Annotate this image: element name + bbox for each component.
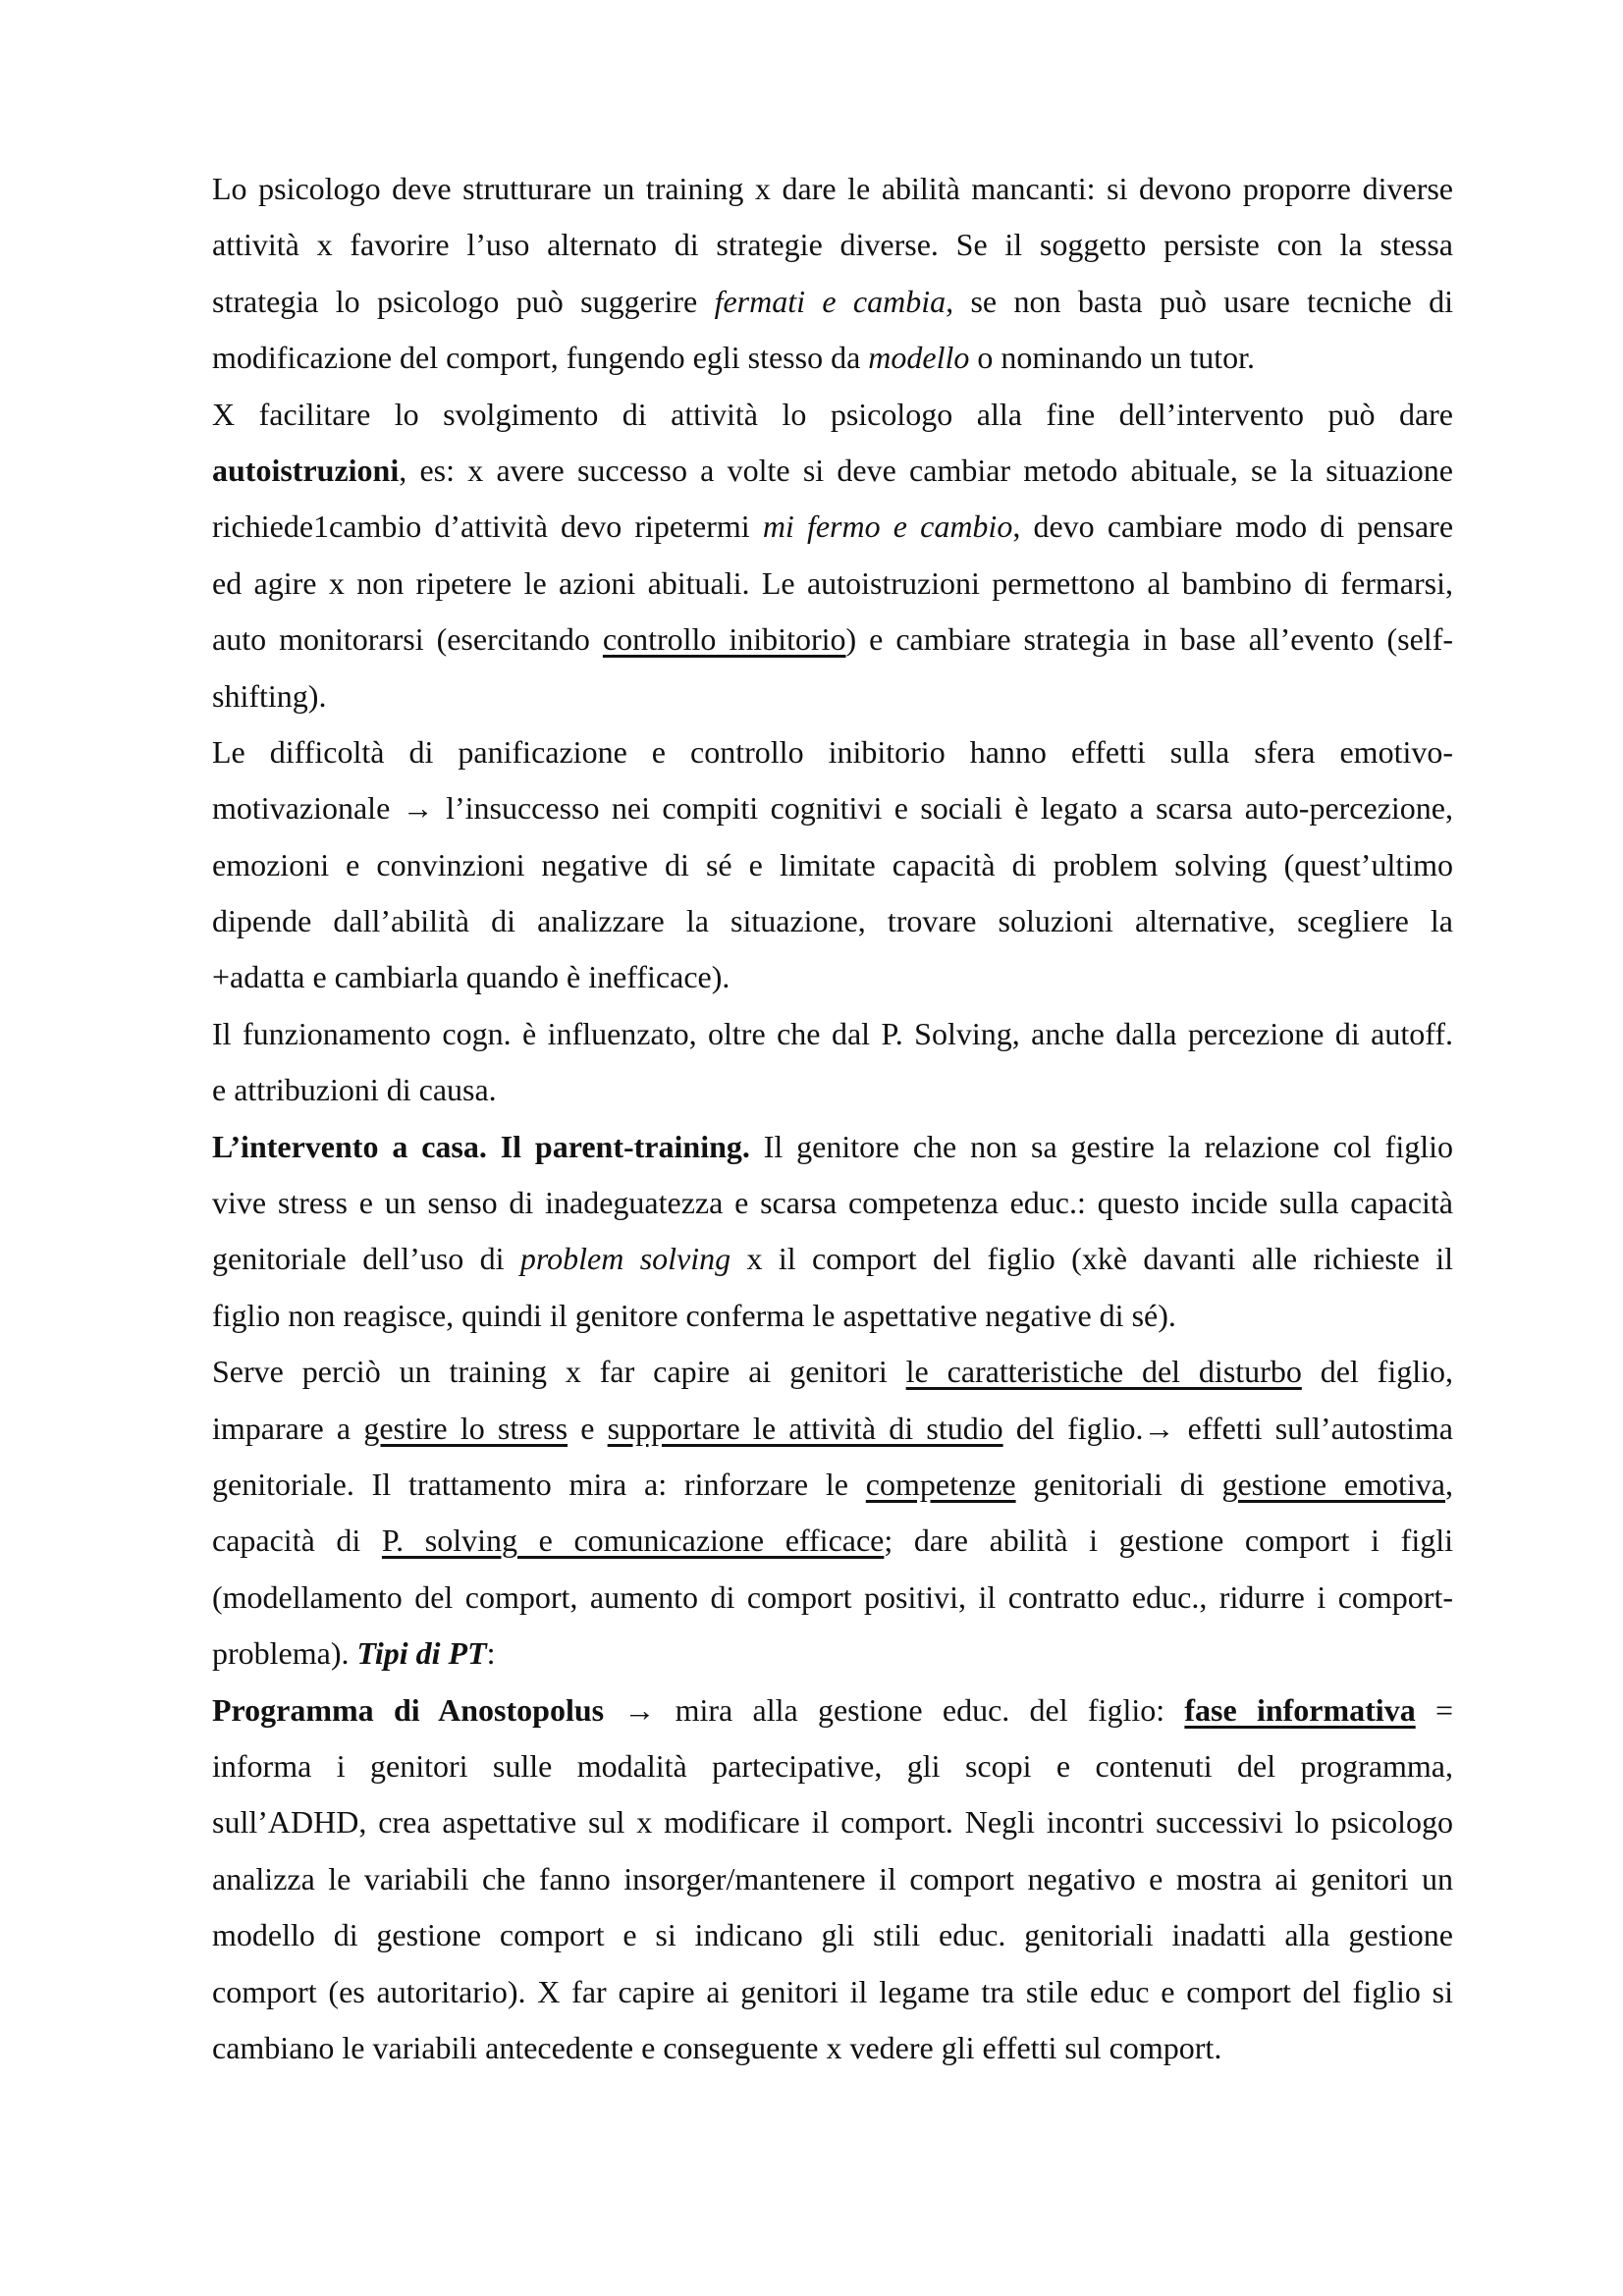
text-run: e attribuzioni di causa. — [212, 1072, 497, 1108]
text-run: ; dare abilità i gestione comport i figli — [884, 1522, 1454, 1559]
text-line — [212, 1231, 1453, 1287]
text-run: vive stress e un senso di inadeguatezza e scarsa competenza educ.: questo incide sulla capacità — [212, 1185, 1453, 1221]
text-line — [212, 1794, 1453, 1850]
text-run: Lo psicologo deve strutturare un training x dare le abilità mancanti: si devono proporre diverse — [212, 171, 1453, 206]
styled-text-run: supportare le attività di studio — [607, 1410, 1003, 1446]
text-line — [212, 330, 1453, 386]
styled-text-run: fermati e cambia, — [714, 283, 954, 319]
styled-text-run: problem solving — [519, 1241, 731, 1277]
text-line — [212, 837, 1453, 893]
styled-text-run: competenze — [865, 1466, 1016, 1502]
text-run: richiede1cambio d’attività devo ripetermi — [212, 508, 763, 545]
styled-text-run: le caratteristiche del disturbo — [905, 1354, 1302, 1390]
text-run: problema). — [212, 1635, 357, 1672]
text-line — [212, 499, 1453, 555]
styled-text-run: mi fermo e cambio — [762, 508, 1013, 545]
text-run: x il comport del figlio (xkè davanti alle richieste il — [730, 1241, 1453, 1277]
text-line — [212, 1964, 1453, 2020]
text-run: modificazione del comport, fungendo egli stesso da — [212, 340, 869, 376]
text-line — [212, 556, 1453, 612]
text-line — [212, 274, 1453, 330]
text-run: del figlio, — [1301, 1354, 1454, 1390]
text-run: , — [1445, 1466, 1454, 1502]
text-run: del figlio.→ effetti sull’autostima — [1002, 1410, 1453, 1446]
text-run: shifting). — [212, 677, 327, 714]
text-line — [212, 443, 1453, 499]
text-line — [212, 893, 1453, 949]
text-line — [212, 1907, 1453, 1963]
styled-text-run: autoistruzioni — [212, 452, 400, 488]
text-run: , devo cambiare modo di pensare — [1012, 508, 1454, 545]
styled-text-run: gestire lo stress — [363, 1410, 568, 1446]
text-run: sull’ADHD, crea aspettative sul x modificare il comport. Negli incontri successivi lo psicologo — [212, 1804, 1453, 1841]
text-run: , es: x avere successo a volte si deve cambiar metodo abituale, se la situazione — [399, 452, 1453, 488]
text-line — [212, 1738, 1453, 1794]
text-run: genitoriale dell’uso di — [212, 1241, 520, 1277]
text-line — [212, 612, 1453, 667]
text-run: imparare a — [212, 1410, 364, 1446]
styled-text-run: Programma di Anostopolus — [212, 1691, 605, 1728]
text-run: figlio non reagisce, quindi il genitore conferma le aspettative negative di sé). — [212, 1297, 1176, 1333]
text-line — [212, 668, 1453, 724]
styled-text-run: controllo inibitorio — [602, 621, 846, 658]
styled-text-run: L’intervento a casa. Il parent-training. — [212, 1128, 750, 1164]
text-run: emozioni e convinzioni negative di sé e limitate capacità di problem solving (quest’ultimo — [212, 846, 1453, 882]
text-line — [212, 780, 1453, 836]
text-run: → mira alla gestione educ. del figlio: — [604, 1691, 1185, 1728]
text-run: o nominando un tutor. — [969, 340, 1256, 376]
text-run: analizza le variabili che fanno insorger/mantenere il comport negativo e mostra ai genitori un — [212, 1860, 1453, 1896]
text-line — [212, 1570, 1453, 1626]
text-run: modello di gestione comport e si indicano gli stili educ. genitoriali inadatti alla gestione — [212, 1917, 1453, 1953]
styled-text-run: gestione emotiva — [1221, 1466, 1446, 1502]
text-run: Il genitore che non sa gestire la relazione col figlio — [749, 1128, 1454, 1164]
text-run: capacità di — [212, 1522, 382, 1559]
text-run: (modellamento del comport, aumento di comport positivi, il contratto educ., ridurre i comport- — [212, 1578, 1453, 1615]
text-line — [212, 724, 1453, 780]
text-run: = — [1415, 1691, 1454, 1728]
text-line — [212, 1851, 1453, 1907]
text-line — [212, 1626, 1453, 1682]
text-run: auto monitorarsi (esercitando — [212, 621, 603, 658]
text-line — [212, 2020, 1453, 2076]
text-run: Il funzionamento cogn. è influenzato, oltre che dal P. Solving, anche dalla percezione di autoff. — [212, 1015, 1453, 1051]
text-run: comport (es autoritario). X far capire ai genitori il legame tra stile educ e comport del figlio si — [212, 1973, 1453, 2009]
text-line — [212, 949, 1453, 1005]
text-run: motivazionale → l’insuccesso nei compiti cognitivi e sociali è legato a scarsa auto-percezione, — [212, 790, 1453, 827]
text-line — [212, 387, 1453, 443]
text-run: strategia lo psicologo può suggerire — [212, 283, 715, 319]
text-line — [212, 1119, 1453, 1175]
text-line — [212, 1457, 1453, 1513]
text-line — [212, 1288, 1453, 1344]
document-page — [212, 161, 1453, 2076]
styled-text-run: modello — [868, 340, 970, 376]
text-run: Le difficoltà di panificazione e controllo inibitorio hanno effetti sulla sfera emotivo- — [212, 733, 1453, 770]
text-run: se non basta può usare tecniche di — [953, 283, 1454, 319]
text-run: ) e cambiare strategia in base all’evento (self- — [845, 621, 1454, 658]
text-run: informa i genitori sulle modalità partecipative, gli scopi e contenuti del programma, — [212, 1747, 1453, 1784]
text-run: dipende dall’abilità di analizzare la situazione, trovare soluzioni alternative, scegliere la — [212, 903, 1453, 939]
text-line — [212, 1401, 1453, 1457]
text-line — [212, 1513, 1453, 1569]
text-line — [212, 1062, 1453, 1118]
text-line — [212, 1344, 1453, 1400]
text-line — [212, 217, 1453, 273]
text-line — [212, 1006, 1453, 1062]
text-run: +adatta e cambiarla quando è inefficace). — [212, 959, 730, 995]
styled-text-run: fase informativa — [1184, 1691, 1416, 1728]
text-line — [212, 1175, 1453, 1231]
text-run: genitoriale. Il trattamento mira a: rinforzare le — [212, 1466, 866, 1502]
text-line — [212, 1682, 1453, 1738]
text-run: Serve perciò un training x far capire ai genitori — [212, 1354, 906, 1390]
text-run: : — [486, 1635, 496, 1672]
styled-text-run: P. solving e comunicazione efficace — [381, 1522, 885, 1559]
text-run: X facilitare lo svolgimento di attività lo psicologo alla fine dell’intervento può dare — [212, 396, 1453, 432]
text-line — [212, 161, 1453, 217]
text-run: attività x favorire l’uso alternato di strategie diverse. Se il soggetto persiste con la stessa — [212, 227, 1453, 263]
text-run: cambiano le variabili antecedente e conseguente x vedere gli effetti sul comport. — [212, 2029, 1222, 2065]
text-run: genitoriali di — [1015, 1466, 1222, 1502]
text-run: e — [568, 1410, 608, 1446]
styled-text-run: Tipi di PT — [356, 1635, 487, 1672]
text-run: ed agire x non ripetere le azioni abituali. Le autoistruzioni permettono al bambino di fermarsi, — [212, 564, 1453, 601]
